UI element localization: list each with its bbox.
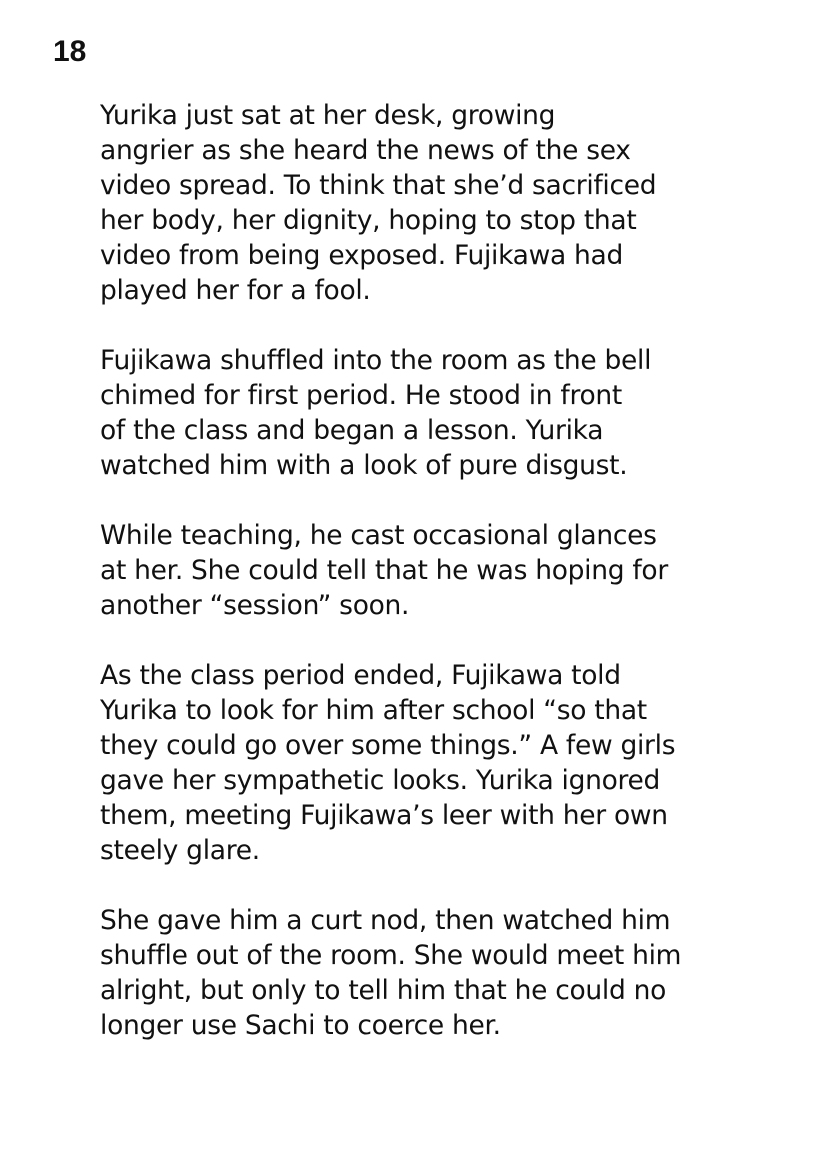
text-line: steely glare.: [100, 835, 260, 866]
text-line: video spread. To think that she’d sacrificed: [100, 170, 657, 201]
text-line: gave her sympathetic looks. Yurika ignored: [100, 765, 661, 796]
text-line: Yurika to look for him after school “so that: [100, 695, 647, 726]
text-line: them, meeting Fujikawa’s leer with her own: [100, 800, 668, 831]
text-line: chimed for first period. He stood in front: [100, 380, 622, 411]
text-line: her body, her dignity, hoping to stop that: [100, 205, 637, 236]
text-line: While teaching, he cast occasional glances: [100, 520, 657, 551]
paragraph-3: [100, 518, 780, 623]
text-line: As the class period ended, Fujikawa told: [100, 660, 621, 691]
text-line: alright, but only to tell him that he could no: [100, 975, 667, 1006]
page-number: 18: [53, 35, 87, 68]
text-line: angrier as she heard the news of the sex: [100, 135, 631, 166]
text-line: watched him with a look of pure disgust.: [100, 450, 628, 481]
text-line: She gave him a curt nod, then watched him: [100, 905, 671, 936]
text-line: at her. She could tell that he was hoping for: [100, 555, 668, 586]
text-line: Yurika just sat at her desk, growing: [100, 100, 556, 131]
paragraph-2: [100, 343, 780, 483]
text-line: video from being exposed. Fujikawa had: [100, 240, 623, 271]
paragraph-4: [100, 658, 780, 868]
text-line: another “session” soon.: [100, 590, 410, 621]
text-line: longer use Sachi to coerce her.: [100, 1010, 501, 1041]
text-line: of the class and began a lesson. Yurika: [100, 415, 604, 446]
text-line: they could go over some things.” A few girls: [100, 730, 676, 761]
text-line: shuffle out of the room. She would meet him: [100, 940, 682, 971]
text-line: played her for a fool.: [100, 275, 371, 306]
text-line: Fujikawa shuffled into the room as the bell: [100, 345, 652, 376]
paragraph-5: [100, 903, 780, 1043]
paragraph-1: [100, 98, 780, 308]
body-text: [100, 98, 780, 1078]
